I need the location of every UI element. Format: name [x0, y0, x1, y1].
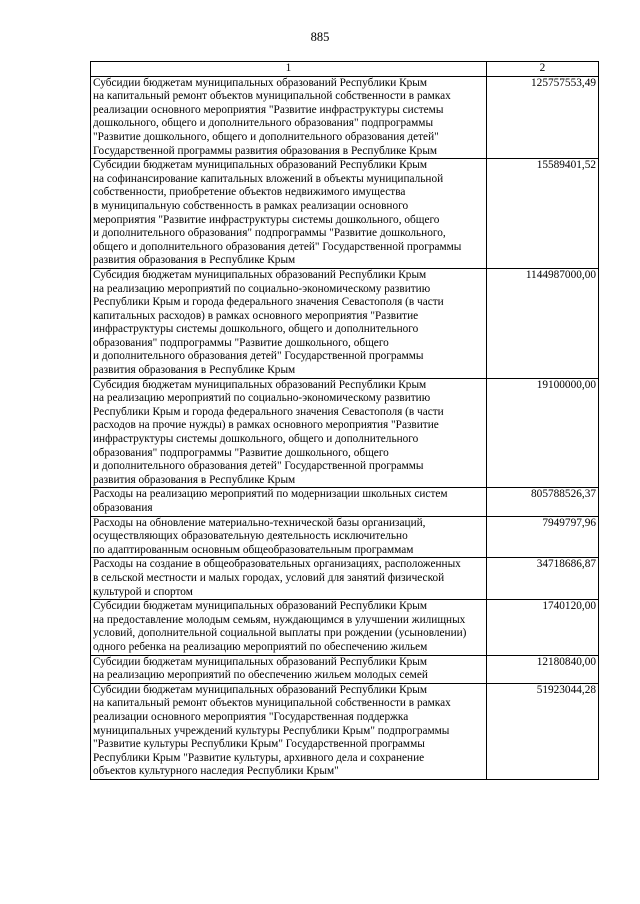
page-number: 885: [310, 30, 330, 44]
budget-table: [90, 61, 599, 780]
table-row: [91, 558, 599, 600]
row-description: Расходы на реализацию мероприятий по модернизации школьных систем образования: [91, 488, 487, 516]
row-amount: 1740120,00: [487, 600, 599, 655]
row-amount: 125757553,49: [487, 76, 599, 159]
row-amount: 34718686,87: [487, 558, 599, 600]
row-amount: 7949797,96: [487, 516, 599, 558]
row-description: Расходы на обновление материально-технической базы организаций, осуществляющих образовательную деятельность исключительно по адаптированным основным общеобразовательным программам: [91, 516, 487, 558]
row-description: Субсидии бюджетам муниципальных образований Республики Крым на реализацию мероприятий по обеспечению жильем молодых семей: [91, 655, 487, 683]
row-description: Расходы на создание в общеобразовательных организациях, расположенных в сельской местности и малых городах, условий для занятий физической культурой и спортом: [91, 558, 487, 600]
row-amount: 15589401,52: [487, 159, 599, 269]
table-row: [91, 488, 599, 516]
row-description: Субсидии бюджетам муниципальных образований Республики Крым на предоставление молодым семьям, нуждающимся в улучшении жилищных условий, дополнительной социальной выплаты при рождении (усыновлении) одного ребенка на реализацию мероприятий по обеспечению жильем: [91, 600, 487, 655]
row-amount: 12180840,00: [487, 655, 599, 683]
table-row: [91, 600, 599, 655]
table-row: [91, 516, 599, 558]
table-row: [91, 378, 599, 488]
row-amount: 805788526,37: [487, 488, 599, 516]
row-amount: 51923044,28: [487, 683, 599, 779]
table-header-row: [91, 62, 599, 77]
row-description: Субсидии бюджетам муниципальных образований Республики Крым на капитальный ремонт объектов муниципальной собственности в рамках реализации основного мероприятия "Развитие инфраструктуры системы дошкольного, общего и дополнительного образования" подпрограммы "Развитие дошкольного, общего и дополнительного образования детей" Государственной программы развития образования в Республике Крым: [91, 76, 487, 159]
row-description: Субсидии бюджетам муниципальных образований Республики Крым на софинансирование капитальных вложений в объекты муниципальной собственности, приобретение объектов недвижимого имущества в муниципальную собственность в рамках реализации основного мероприятия "Развитие инфраструктуры системы дошкольного, общего и дополнительного образования" подпрограммы "Развитие дошкольного, общего и дополнительного образования детей" Государственной программы развития образования в Республике Крым: [91, 159, 487, 269]
row-amount: 1144987000,00: [487, 268, 599, 378]
table-row: [91, 683, 599, 779]
table-row: [91, 76, 599, 159]
row-description: Субсидия бюджетам муниципальных образований Республики Крым на реализацию мероприятий по социально-экономическому развитию Республики Крым и города федерального значения Севастополя (в части капитальных расходов) в рамках основного мероприятия "Развитие инфраструктуры системы дошкольного, общего и дополнительного образования" подпрограммы "Развитие дошкольного, общего и дополнительного образования детей" Государственной программы развития образования в Республике Крым: [91, 268, 487, 378]
table-row: [91, 268, 599, 378]
table-row: [91, 159, 599, 269]
table-row: [91, 655, 599, 683]
row-description: Субсидия бюджетам муниципальных образований Республики Крым на реализацию мероприятий по социально-экономическому развитию Республики Крым и города федерального значения Севастополя (в части расходов на прочие нужды) в рамках основного мероприятия "Развитие инфраструктуры системы дошкольного, общего и дополнительного образования" подпрограммы "Развитие дошкольного, общего и дополнительного образования детей" Государственной программы развития образования в Республике Крым: [91, 378, 487, 488]
column-header-1: 1: [91, 62, 487, 77]
column-header-2: 2: [487, 62, 599, 77]
row-amount: 19100000,00: [487, 378, 599, 488]
row-description: Субсидии бюджетам муниципальных образований Республики Крым на капитальный ремонт объектов муниципальной собственности в рамках реализации основного мероприятия "Государственная поддержка муниципальных учреждений культуры Республики Крым" подпрограммы "Развитие культуры Республики Крым" Государственной программы Республики Крым "Развитие культуры, архивного дела и сохранение объектов культурного наследия Республики Крым": [91, 683, 487, 779]
